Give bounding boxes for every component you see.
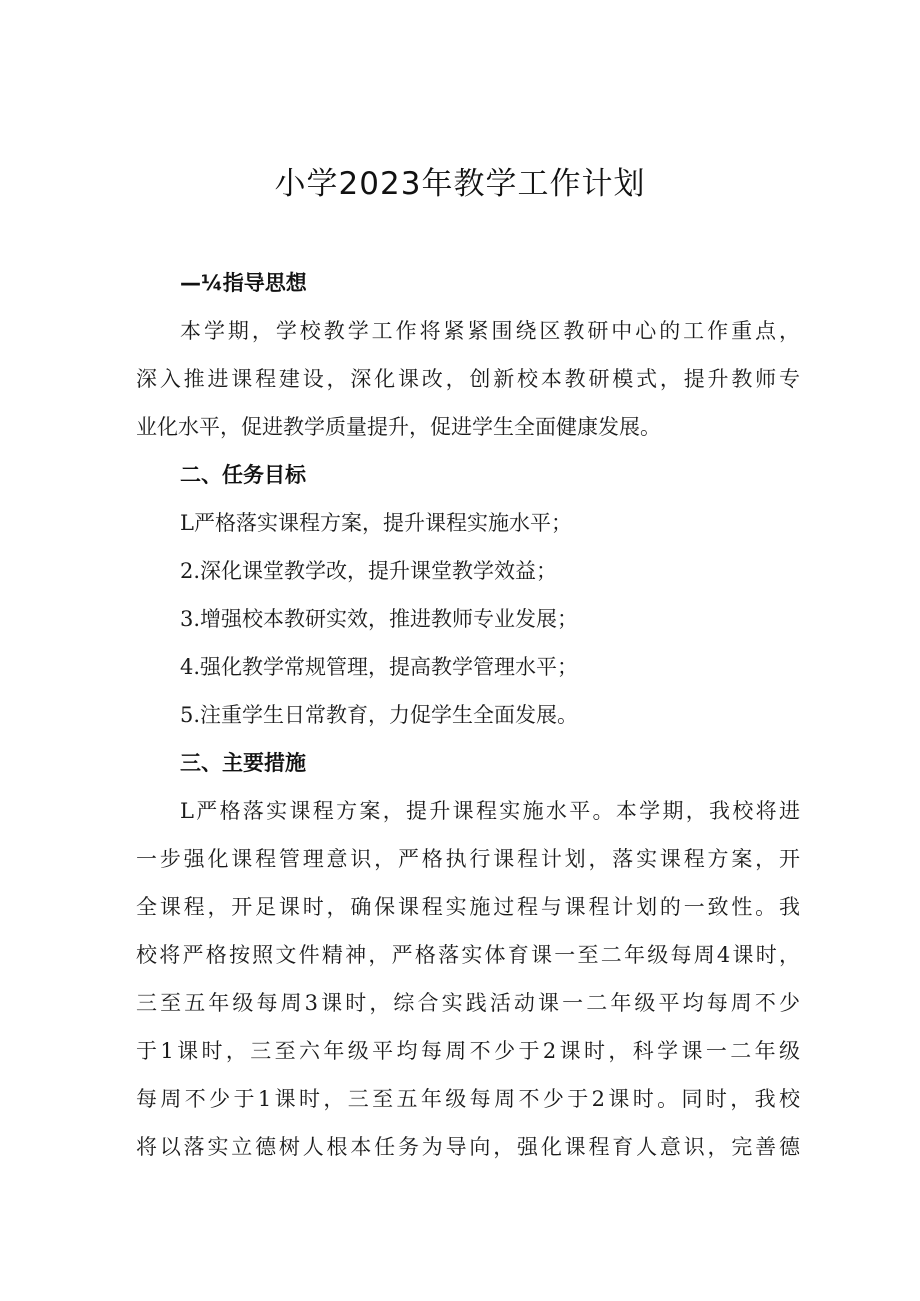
section-heading-main-measures: 三、主要措施 — [180, 751, 306, 775]
paragraph-line: 每周不少于1课时，三至五年级每周不少于2课时。同时，我校 — [136, 1087, 800, 1111]
goal-item: 3.增强校本教研实效，推进教师专业发展； — [180, 607, 579, 631]
goal-item: 2.深化课堂教学改，提升课堂教学效益； — [180, 559, 558, 583]
section-heading-task-goals: 二、任务目标 — [180, 463, 306, 487]
document-body — [136, 259, 800, 1171]
paragraph-line: 业化水平，促进教学质量提升，促进学生全面健康发展。 — [136, 415, 661, 439]
paragraph-line: 于1课时，三至六年级平均每周不少于2课时，科学课一二年级 — [136, 1039, 800, 1063]
main-measures-paragraph — [136, 787, 800, 1171]
goal-item: 4.强化教学常规管理，提高教学管理水平； — [180, 655, 579, 679]
paragraph-line: 一步强化课程管理意识，严格执行课程计划，落实课程方案，开 — [136, 847, 800, 871]
paragraph-line: 将以落实立德树人根本任务为导向，强化课程育人意识，完善德 — [136, 1135, 800, 1159]
paragraph-line: 深入推进课程建设，深化课改，创新校本教研模式，提升教师专 — [136, 367, 800, 391]
paragraph-line: 校将严格按照文件精神，严格落实体育课一至二年级每周4课时， — [136, 943, 800, 967]
paragraph-line: 三至五年级每周3课时，综合实践活动课一二年级平均每周不少 — [136, 991, 800, 1015]
guiding-ideology-paragraph — [136, 307, 800, 451]
document-title: 小学2023年教学工作计划 — [274, 166, 646, 202]
paragraph-line: 本学期，学校教学工作将紧紧围绕区教研中心的工作重点， — [180, 319, 800, 343]
goal-item: 5.注重学生日常教育，力促学生全面发展。 — [180, 703, 579, 727]
paragraph-line: L严格落实课程方案，提升课程实施水平。本学期，我校将进 — [180, 799, 800, 823]
goal-item: L严格落实课程方案，提升课程实施水平； — [180, 511, 572, 535]
section-heading-guiding-ideology: —¼指导思想 — [180, 271, 307, 295]
paragraph-line: 全课程，开足课时，确保课程实施过程与课程计划的一致性。我 — [136, 895, 800, 919]
